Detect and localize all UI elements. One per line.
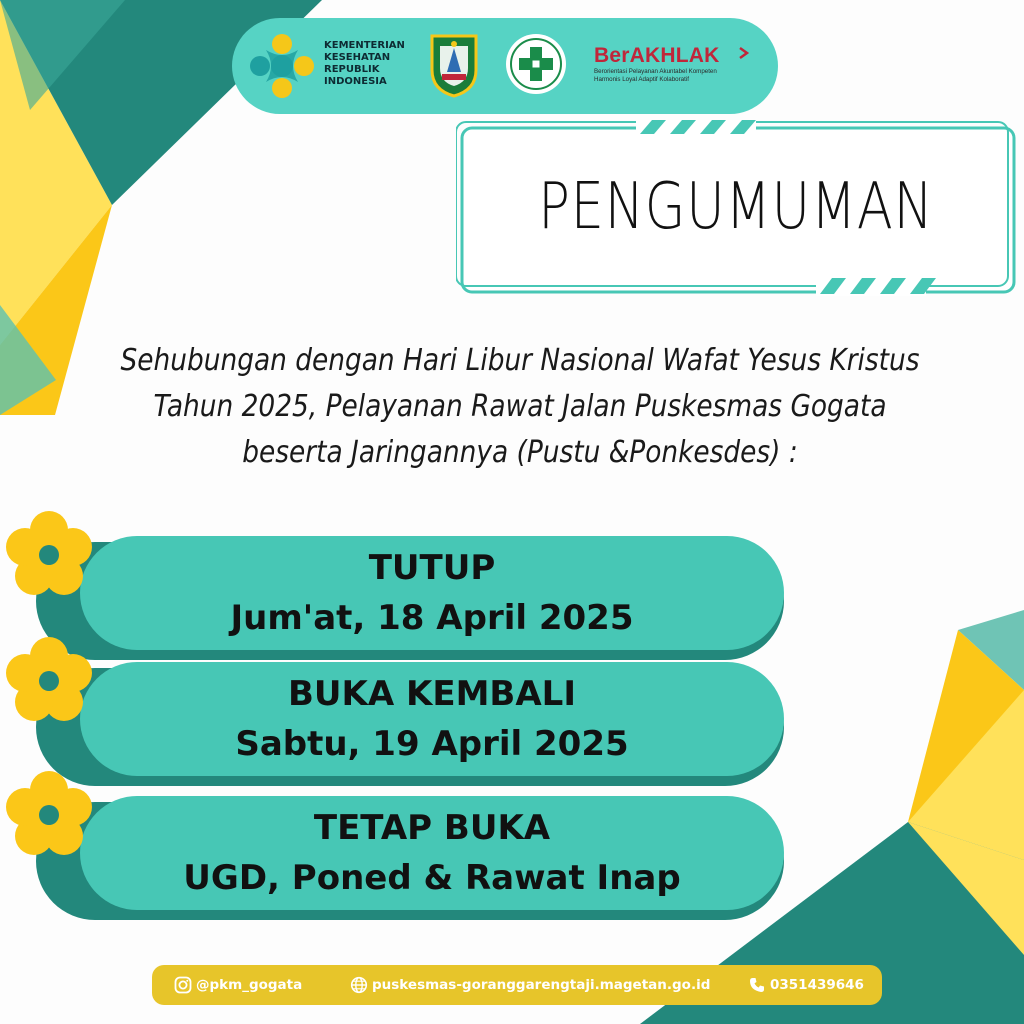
schedule-item-closed (36, 536, 796, 664)
intro-line: Sehubungan dengan Hari Libur Nasional Wafat Yesus Kristus (120, 343, 920, 378)
page-title: PENGUMUMAN (538, 170, 934, 244)
kemenkes-line: KESEHATAN (324, 52, 391, 63)
kemenkes-logo-icon (246, 30, 318, 102)
intro-text (98, 338, 943, 476)
intro-line: beserta Jaringannya (Pustu &Ponkesdes) : (242, 435, 798, 470)
flower-icon (4, 636, 94, 726)
schedule-item-still-open (36, 796, 796, 924)
kemenkes-line: REPUBLIK (324, 64, 380, 75)
kemenkes-name (324, 40, 434, 88)
intro-line: Tahun 2025, Pelayanan Rawat Jalan Puskesmas Gogata (153, 389, 887, 424)
instagram-icon (174, 976, 192, 994)
regency-crest-icon (428, 32, 480, 98)
item-status: BUKA KEMBALI (288, 674, 576, 714)
schedule-item-reopen (36, 662, 796, 790)
item-status: TUTUP (368, 548, 496, 588)
berakhlak-logo (594, 44, 764, 94)
item-detail: UGD, Poned & Rawat Inap (183, 858, 681, 898)
phone-icon (748, 976, 766, 994)
flower-icon (4, 770, 94, 860)
berakhlak-subtitle: Harmonis Loyal Adaptif Kolaboratif (594, 76, 689, 83)
puskesmas-logo-icon (504, 32, 568, 96)
flower-icon (4, 510, 94, 600)
globe-icon (350, 976, 368, 994)
contact-footer (152, 965, 882, 1005)
header-logo-bar (232, 18, 778, 114)
berakhlak-subtitle: Berorientasi Pelayanan Akuntabel Kompeten (594, 68, 717, 75)
kemenkes-line: INDONESIA (324, 76, 387, 87)
kemenkes-line: KEMENTERIAN (324, 40, 405, 51)
phone-number: 0351439646 (770, 977, 864, 993)
berakhlak-title: BerAKHLAK (594, 44, 720, 67)
website-url: puskesmas-goranggarengtaji.magetan.go.id (372, 977, 711, 993)
chevron-right-icon (737, 46, 751, 60)
instagram-handle: @pkm_gogata (196, 977, 303, 993)
item-detail: Sabtu, 19 April 2025 (235, 724, 629, 764)
item-detail: Jum'at, 18 April 2025 (230, 598, 634, 638)
item-status: TETAP BUKA (313, 808, 551, 848)
